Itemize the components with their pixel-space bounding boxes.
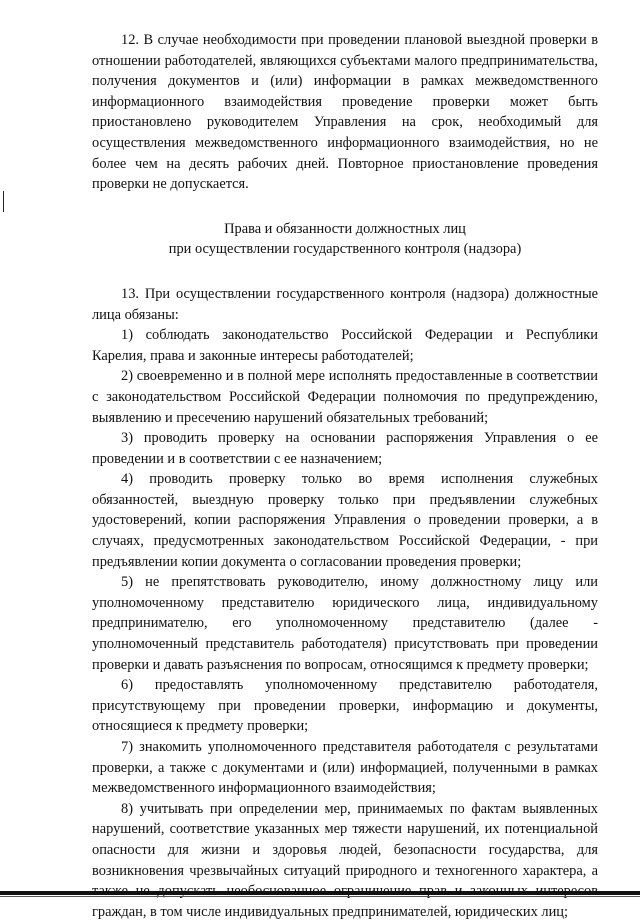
paragraph-13-intro: 13. При осуществлении государственного контроля (надзора) должностные лица обязаны: [92, 285, 598, 323]
duty-item-4: 4) проводить проверку только во время исполнения служебных обязанностей, выездную проверку только при предъявлении служебных удостоверений, копии распоряжения Управления о проведении проверки, а в случаях, предусмотренных законодательством Российской Федерации, - при предъявлении копии документа о согласовании проведения проверки; [92, 471, 598, 570]
duty-item-7: 7) знакомить уполномоченного представителя работодателя с результатами проверки, а также с документами и (или) информацией, полученными в рамках межведомственного информационного взаимодействия; [92, 739, 598, 797]
duty-item-8: 8) учитывать при определении мер, принимаемых по фактам выявленных нарушений, соответствие указанных мер тяжести нарушений, их потенциальной опасности для жизни и здоровья людей, безопасности государства, для возникновения чрезвычайных ситуаций природного и техногенного характера, а граждан, в том числе индивидуальных предпринимателей, юридических лиц; [92, 800, 598, 920]
duty-item-6: 6) предоставлять уполномоченному представителю работодателя, присутствующему при проведении проверки, информацию и документы, относящиеся к предмету проверки; [92, 677, 598, 735]
document-page [92, 30, 598, 922]
scan-bottom-border [0, 891, 640, 895]
section-heading-line-1: Права и обязанности должностных лиц [224, 220, 466, 237]
duty-item-1: 1) соблюдать законодательство Российской Федерации и Республики Карелия, права и законные интересы работодателей; [92, 327, 598, 364]
spacer [92, 260, 598, 284]
scan-bottom-border-shadow [0, 896, 640, 897]
duty-item-3: 3) проводить проверку на основании распоряжения Управления о ее проведении и в соответствии с ее назначением; [92, 430, 598, 467]
spacer [92, 195, 598, 219]
section-heading-line-2: при осуществлении государственного контроля (надзора) [168, 241, 522, 258]
paragraph-12: 12. В случае необходимости при проведении плановой выездной проверки в отношении работодателей, являющихся субъектами малого предпринимательства, получения документов и (или) информации в рамках межведомственного информационного взаимодействия проведение проверки может быть приостановлено руководителем Управления на срок, необходимый для осуществления межведомственного информационного взаимодействия, но не более чем на десять рабочих дней. Повторное приостановление проведения проверки не допускается. [92, 32, 598, 193]
scan-edge-mark [3, 191, 4, 212]
duty-item-2: 2) своевременно и в полной мере исполнять предоставленные в соответствии с законодательством Российской Федерации полномочия по предупреждению, выявлению и пресечению нарушений обязательных требований; [92, 368, 598, 426]
duty-item-5: 5) не препятствовать руководителю, иному должностному лицу или уполномоченному представителю юридического лица, индивидуальному предпринимателю, его уполномоченному представителю (далее - уполномоченный представитель работодателя) присутствовать при проведении проверки и давать разъяснения по вопросам, относящимся к предмету проверки; [92, 574, 598, 673]
